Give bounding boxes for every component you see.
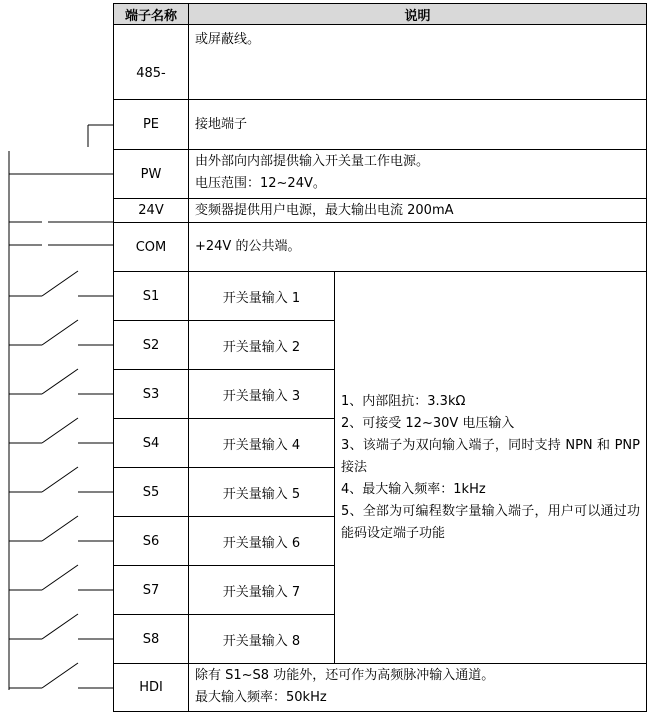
- terminal-s5: S5: [114, 468, 189, 517]
- switch-s5-blade: [42, 467, 78, 492]
- function-s6: 开关量输入 6: [189, 517, 335, 566]
- function-s2: 开关量输入 2: [189, 321, 335, 370]
- header-terminal-name: 端子名称: [114, 4, 189, 25]
- desc-pe: 接地端子: [189, 100, 647, 150]
- terminal-s7: S7: [114, 566, 189, 615]
- function-s4: 开关量输入 4: [189, 419, 335, 468]
- note-2: 2、可接受 12~30V 电压输入: [341, 415, 515, 431]
- terminal-485: 485-: [114, 25, 189, 100]
- desc-485: 或屏蔽线。: [189, 25, 647, 100]
- switch-s1-blade: [42, 271, 78, 296]
- terminal-table: [113, 3, 647, 712]
- switch-s8-blade: [42, 614, 78, 639]
- terminal-s6: S6: [114, 517, 189, 566]
- function-s3: 开关量输入 3: [189, 370, 335, 419]
- note-4: 4、最大输入频率：1kHz: [341, 481, 486, 497]
- terminal-s8: S8: [114, 615, 189, 664]
- desc-hdi-line1: 除有 S1~S8 功能外，还可作为高频脉冲输入通道。: [195, 668, 495, 683]
- desc-hdi-line2: 最大输入频率：50kHz: [195, 690, 327, 705]
- row-com: [114, 223, 647, 272]
- desc-pw-line2: 电压范围：12~24V。: [195, 176, 326, 191]
- note-3: 3、该端子为双向输入端子，同时支持 NPN 和 PNP 接法: [341, 437, 640, 475]
- switch-s2-blade: [42, 320, 78, 345]
- terminal-pw: PW: [114, 150, 189, 199]
- row-24v: [114, 199, 647, 223]
- switch-s6-blade: [42, 516, 78, 541]
- desc-com: +24V 的公共端。: [189, 223, 647, 272]
- function-s8: 开关量输入 8: [189, 615, 335, 664]
- header-description: 说明: [189, 4, 647, 25]
- terminal-s2: S2: [114, 321, 189, 370]
- terminal-pe: PE: [114, 100, 189, 150]
- function-s5: 开关量输入 5: [189, 468, 335, 517]
- row-s1: [114, 272, 647, 321]
- function-s7: 开关量输入 7: [189, 566, 335, 615]
- terminal-s3: S3: [114, 370, 189, 419]
- desc-pw: [189, 150, 647, 199]
- row-485: [114, 25, 647, 100]
- function-s1: 开关量输入 1: [189, 272, 335, 321]
- terminal-com: COM: [114, 223, 189, 272]
- note-5: 5、全部为可编程数字量输入端子，用户可以通过功能码设定端子功能: [341, 503, 640, 541]
- desc-hdi: [189, 664, 647, 712]
- note-1: 1、内部阻抗：3.3kΩ: [341, 393, 466, 409]
- terminal-hdi: HDI: [114, 664, 189, 712]
- switch-s7-blade: [42, 565, 78, 590]
- row-pe: [114, 100, 647, 150]
- switch-s3-blade: [42, 369, 78, 394]
- desc-24v: 变频器提供用户电源，最大输出电流 200mA: [189, 199, 647, 223]
- terminal-s1: S1: [114, 272, 189, 321]
- switch-hdi-blade: [42, 663, 78, 688]
- terminal-s4: S4: [114, 419, 189, 468]
- header-row: [114, 4, 647, 25]
- row-pw: [114, 150, 647, 199]
- row-hdi: [114, 664, 647, 712]
- switch-s4-blade: [42, 418, 78, 443]
- terminal-24v: 24V: [114, 199, 189, 223]
- switch-input-notes: [335, 272, 647, 664]
- desc-pw-line1: 由外部向内部提供输入开关量工作电源。: [195, 154, 430, 169]
